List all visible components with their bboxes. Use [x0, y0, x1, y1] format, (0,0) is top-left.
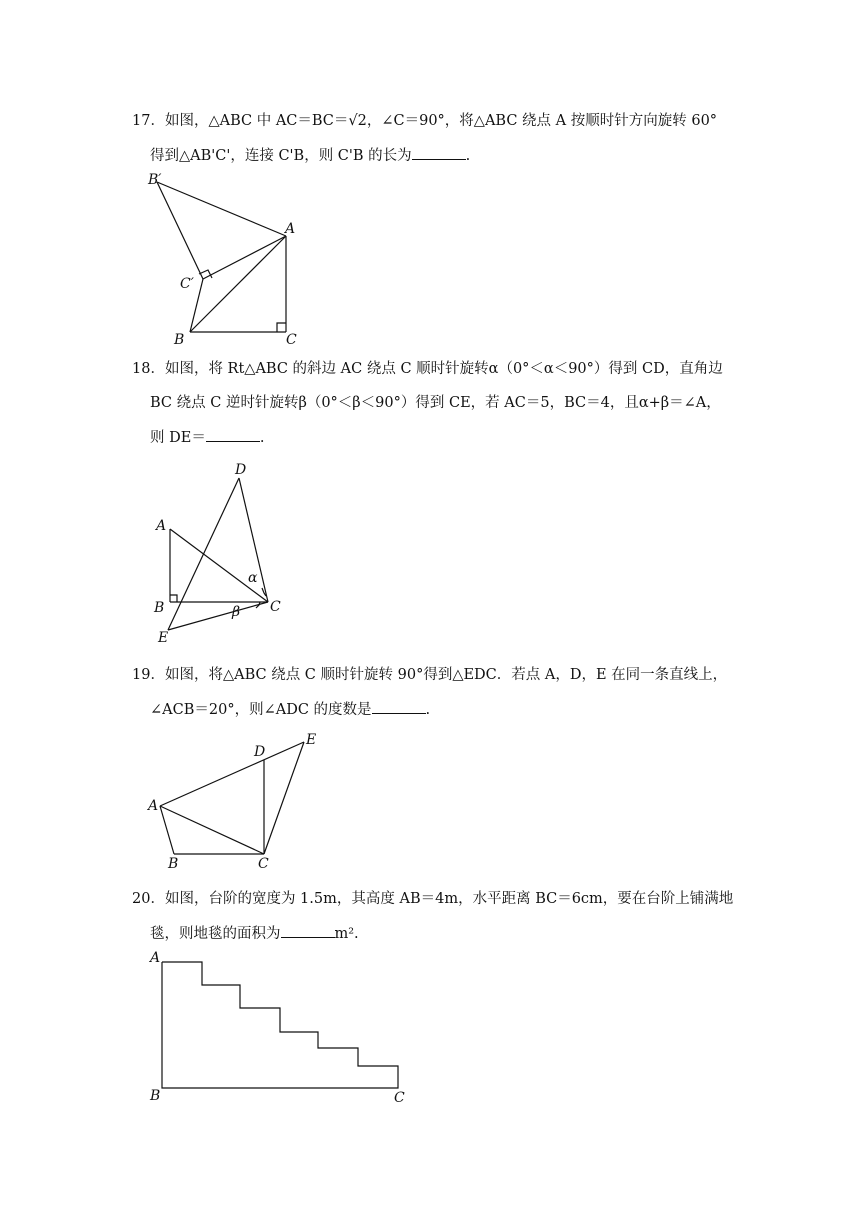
problem-17-number: 17．: [132, 113, 165, 129]
answer-blank-18[interactable]: [206, 427, 260, 442]
staircase-outline: [162, 962, 398, 1088]
label-b-prime: B′: [148, 172, 162, 188]
problem-17-line-2: [150, 145, 470, 166]
label-alpha: α: [248, 570, 258, 586]
segment-a-b: [160, 806, 174, 854]
problem-18-number: 18．: [132, 361, 165, 377]
segment-a-c: [160, 806, 264, 854]
segment-b-prime-a: [157, 182, 286, 236]
problem-18-line-1: [132, 359, 723, 379]
segment-b-a: [190, 236, 286, 332]
problem-18-line-3: [150, 427, 264, 448]
answer-blank-17[interactable]: [412, 145, 466, 160]
label-beta: β: [232, 604, 241, 620]
problem-19-text-2-end: .: [425, 702, 431, 718]
problem-20-number: 20．: [132, 891, 165, 907]
problem-20-line-2: [150, 923, 359, 944]
problem-17-text-1: 如图，△ABC 中 AC＝BC＝√2，∠C＝90°，将△ABC 绕点 A 按顺时针方向旋转 60°: [164, 113, 718, 129]
label-b: B: [174, 332, 185, 348]
problem-20-line-1: [132, 889, 733, 909]
problem-20-text-1: 如图，台阶的宽度为 1.5m，其高度 AB＝4m，水平距离 BC＝6cm，要在台阶上铺满地: [164, 891, 734, 907]
problem-19-text-2: ∠ACB＝20°，则∠ADC 的度数是: [150, 702, 372, 718]
label-c: C: [258, 856, 269, 872]
problem-18-text-2: BC 绕点 C 逆时针旋转β（0°＜β＜90°）得到 CE，若 AC＝5，BC＝4，且α+β＝∠A，: [150, 395, 721, 411]
label-c: C: [286, 332, 297, 348]
figure-17: [140, 172, 310, 348]
segment-e-c: [168, 602, 268, 630]
label-c: C: [394, 1090, 405, 1106]
answer-blank-19[interactable]: [372, 699, 426, 714]
problem-19-number: 19．: [132, 667, 165, 683]
label-c: C: [270, 599, 281, 615]
label-a: A: [148, 798, 159, 814]
problem-18-text-3-end: .: [259, 430, 265, 446]
problem-17-text-2: 得到△AB'C'，连接 C'B，则 C'B 的长为: [150, 148, 412, 164]
segment-c-prime-a: [203, 236, 286, 279]
label-b: B: [154, 600, 165, 616]
label-a: A: [285, 221, 296, 237]
label-a: A: [150, 950, 161, 966]
label-d: D: [235, 462, 247, 478]
label-d: D: [254, 744, 266, 760]
answer-blank-20[interactable]: [281, 923, 335, 938]
right-angle-mark-c: [277, 323, 286, 332]
segment-b-prime-c-prime: [157, 182, 203, 279]
problem-17-text-2-end: .: [465, 148, 471, 164]
problem-20-text-2-end: m².: [334, 926, 359, 942]
label-b: B: [150, 1088, 161, 1104]
problem-18-text-1: 如图，将 Rt△ABC 的斜边 AC 绕点 C 顺时针旋转α（0°＜α＜90°）得到 CD，直角边: [164, 361, 723, 377]
figure-18: [146, 462, 296, 648]
segment-a-e: [160, 742, 304, 806]
segment-d-e: [168, 478, 239, 630]
segment-e-c: [264, 742, 304, 854]
problem-18-line-2: [150, 393, 721, 413]
problem-19-text-1: 如图，将△ABC 绕点 C 顺时针旋转 90°得到△EDC．若点 A，D，E 在同一条直线上，: [164, 667, 728, 683]
figure-20: [146, 948, 416, 1108]
problem-19-line-2: [150, 699, 430, 720]
problem-19-line-1: [132, 665, 727, 685]
label-e: E: [158, 630, 169, 646]
label-c-prime: C′: [180, 276, 194, 292]
right-angle-mark-b: [170, 595, 177, 602]
problem-17-line-1: [132, 111, 717, 131]
label-e: E: [306, 732, 317, 748]
problem-18-text-3: 则 DE＝: [150, 430, 206, 446]
label-a: A: [156, 518, 167, 534]
problem-20-text-2: 毯，则地毯的面积为: [150, 926, 281, 942]
label-b: B: [168, 856, 179, 872]
figure-19: [144, 730, 334, 870]
